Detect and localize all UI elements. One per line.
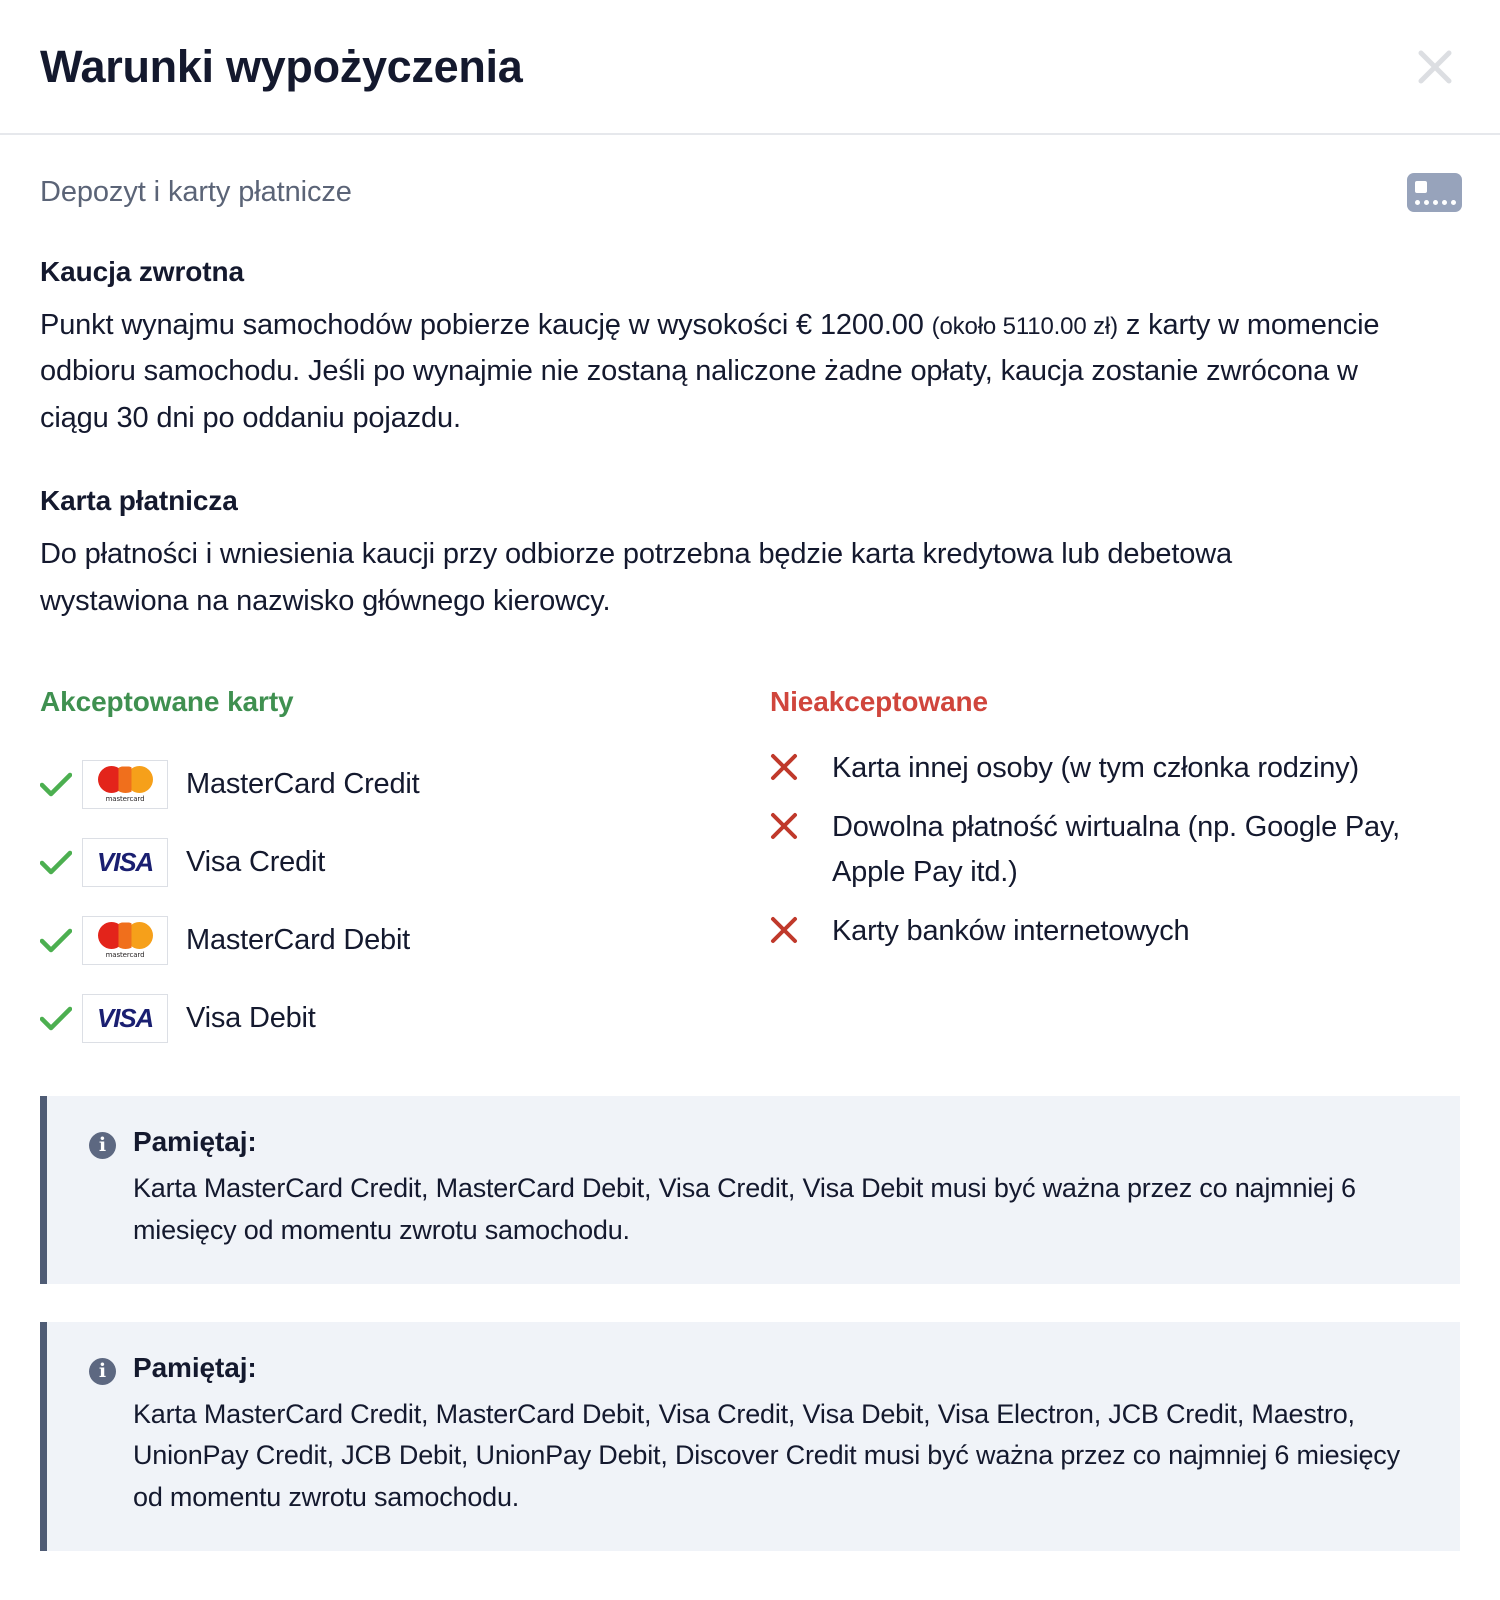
- payment-card-paragraph: Do płatności i wniesienia kaucji przy odbiorze potrzebna będzie karta kredytowa lub debetowa wystawiona na nazwisko głównego kierowcy.: [40, 538, 1232, 617]
- notice-title: Pamiętaj:: [133, 1351, 257, 1383]
- section-title: Depozyt i karty płatnicze: [40, 176, 352, 208]
- info-icon-glyph: i: [89, 1358, 116, 1385]
- check-icon: [40, 928, 82, 954]
- rejected-item: [770, 909, 1460, 954]
- visa-logo: [82, 994, 168, 1043]
- visa-logo: [82, 838, 168, 887]
- check-icon: [40, 772, 82, 798]
- close-button[interactable]: [1408, 40, 1462, 94]
- notice-text: Karta MasterCard Credit, MasterCard Debit, Visa Credit, Visa Debit musi być ważna przez co najmniej 6 miesięcy od momentu zwrotu samochodu.: [133, 1172, 1356, 1245]
- rejected-heading: Nieakceptowane: [770, 685, 989, 717]
- accepted-heading: Akceptowane karty: [40, 685, 294, 717]
- rejected-cards-column: [770, 686, 1460, 1058]
- cross-icon: [770, 746, 832, 781]
- card-number-dots: [1415, 200, 1456, 205]
- section-header: [0, 135, 1500, 212]
- accepted-card-label: Visa Credit: [186, 846, 326, 879]
- notice-box: [40, 1096, 1460, 1284]
- check-icon: [40, 850, 82, 876]
- mastercard-logo: [82, 760, 168, 809]
- info-icon: [89, 1352, 133, 1520]
- accepted-cards-column: [40, 686, 770, 1058]
- deposit-heading: Kaucja zwrotna: [40, 256, 244, 287]
- notice-content: [133, 1126, 1428, 1252]
- rejected-item-label: Karty banków internetowych: [832, 914, 1190, 947]
- cards-columns: [40, 686, 1460, 1058]
- rejected-item-label: Karta innej osoby (w tym członka rodziny): [832, 751, 1359, 784]
- accepted-card-row: [40, 746, 770, 824]
- accepted-card-row: [40, 824, 770, 902]
- accepted-card-row: [40, 980, 770, 1058]
- rejected-item: [770, 805, 1460, 895]
- credit-card-icon: [1407, 173, 1462, 212]
- visa-wordmark: VISA: [97, 1003, 153, 1034]
- notice-title: Pamiętaj:: [133, 1125, 257, 1157]
- close-icon: [1415, 47, 1455, 87]
- modal-header: [0, 0, 1500, 135]
- deposit-amount-note: (około 5110.00 zł): [931, 313, 1118, 340]
- deposit-text-before: Punkt wynajmu samochodów pobierze kaucję w wysokości € 1200.00: [40, 309, 932, 341]
- notice-content: [133, 1352, 1428, 1520]
- notice-box: [40, 1322, 1460, 1552]
- mastercard-logo: [82, 916, 168, 965]
- accepted-card-label: Visa Debit: [186, 1002, 316, 1035]
- notice-text: Karta MasterCard Credit, MasterCard Debit, Visa Credit, Visa Debit, Visa Electron, JCB Credit, Maestro, UnionPay Credit, JCB Debit, UnionPay Debit, Discover Credit musi być ważna przez co najmniej 6 miesięcy od momentu zwrotu samochodu.: [133, 1398, 1400, 1513]
- visa-wordmark: VISA: [97, 847, 153, 878]
- payment-card-heading: Karta płatnicza: [40, 485, 238, 517]
- rejected-item: [770, 746, 1460, 791]
- cross-icon: [770, 805, 832, 840]
- mastercard-wordmark: mastercard: [105, 795, 145, 804]
- accepted-card-label: MasterCard Debit: [186, 924, 411, 957]
- mastercard-wordmark: mastercard: [105, 951, 145, 960]
- accepted-card-row: [40, 902, 770, 980]
- modal-body: [0, 256, 1500, 1551]
- accepted-card-label: MasterCard Credit: [186, 768, 420, 801]
- deposit-paragraph: [40, 302, 1385, 441]
- check-icon: [40, 1006, 82, 1032]
- info-icon-glyph: i: [89, 1132, 116, 1159]
- page-title: Warunki wypożyczenia: [40, 40, 523, 92]
- deposit-text-after: z karty w momencie odbioru samochodu. Jeśli po wynajmie nie zostaną naliczone żadne opłaty, kaucja zostanie zwrócona w ciągu 30 dni po oddaniu pojazdu.: [40, 309, 1380, 434]
- card-chip-shape: [1415, 181, 1427, 193]
- cross-icon: [770, 909, 832, 944]
- rejected-item-label: Dowolna płatność wirtualna (np. Google Pay, Apple Pay itd.): [832, 810, 1400, 888]
- info-icon: [89, 1126, 133, 1252]
